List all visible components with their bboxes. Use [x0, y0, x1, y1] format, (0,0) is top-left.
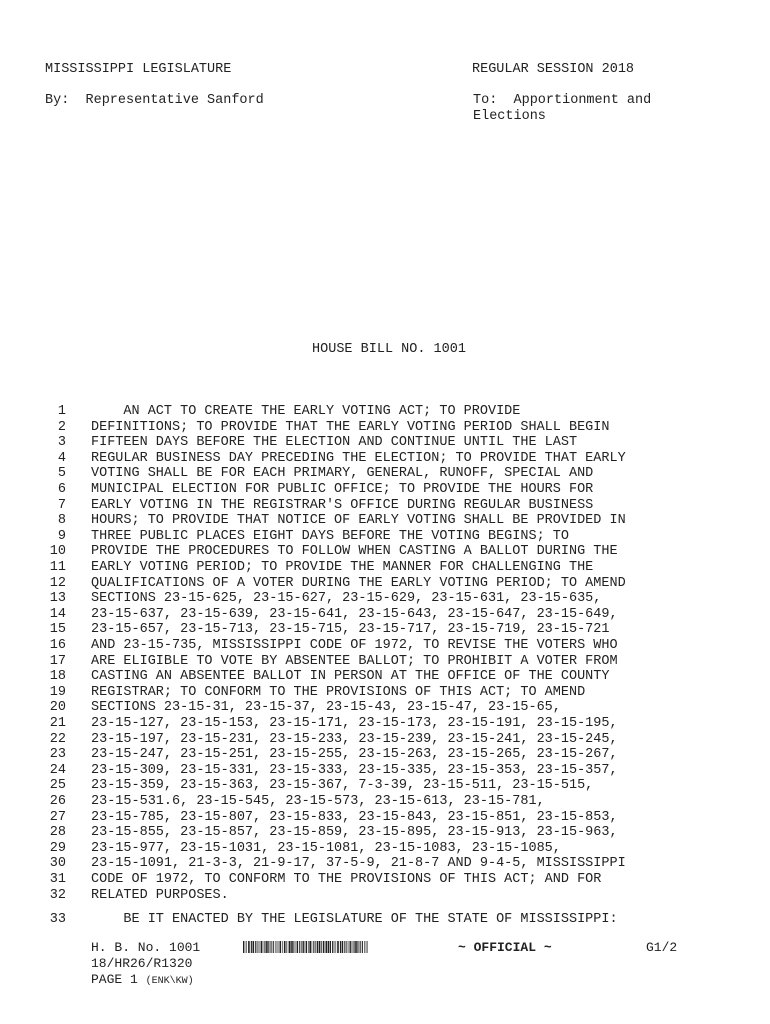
footer-bill-number: H. B. No. 1001 — [91, 940, 201, 955]
line-number: 13 — [49, 591, 66, 607]
legislature-name: MISSISSIPPI LEGISLATURE — [45, 62, 232, 77]
bill-line-text: 23-15-359, 23-15-363, 23-15-367, 7-3-39, 23-15-511, 23-15-515, — [91, 778, 594, 794]
line-number: 9 — [57, 528, 66, 544]
bill-line-text: AN ACT TO CREATE THE EARLY VOTING ACT; TO PROVIDE — [91, 404, 521, 419]
bill-line-text: DEFINITIONS; TO PROVIDE THAT THE EARLY VOTING PERIOD SHALL BEGIN — [91, 419, 610, 435]
bill-line-text: 23-15-977, 23-15-1031, 23-15-1081, 23-15-1083, 23-15-1085, — [91, 840, 561, 856]
session-label: REGULAR SESSION 2018 — [472, 62, 635, 77]
enacting-clause: BE IT ENACTED BY THE LEGISLATURE OF THE STATE OF MISSISSIPPI: — [91, 912, 618, 927]
bill-line-text: PROVIDE THE PROCEDURES TO FOLLOW WHEN CASTING A BALLOT DURING THE — [91, 544, 618, 560]
line-number: 21 — [49, 716, 66, 731]
committee-line-1: To: Apportionment and — [473, 93, 652, 108]
bill-line-text: EARLY VOTING IN THE REGISTRAR'S OFFICE DURING REGULAR BUSINESS — [91, 497, 594, 513]
bill-line-text: REGULAR BUSINESS DAY PRECEDING THE ELECTION; TO PROVIDE THAT EARLY — [91, 450, 626, 466]
bill-line-text: HOURS; TO PROVIDE THAT NOTICE OF EARLY VOTING SHALL BE PROVIDED IN — [91, 513, 626, 529]
line-number: 11 — [49, 560, 66, 575]
bill-line-text: THREE PUBLIC PLACES EIGHT DAYS BEFORE THE VOTING BEGINS; TO — [91, 528, 569, 544]
committee-line-2: Elections — [473, 109, 546, 124]
line-number: 27 — [49, 809, 66, 825]
line-number: 20 — [49, 700, 66, 716]
bill-line-text: 23-15-657, 23-15-713, 23-15-715, 23-15-717, 23-15-719, 23-15-721 — [91, 622, 610, 638]
line-number: 28 — [49, 825, 66, 841]
line-number: 1 — [57, 404, 66, 419]
line-number: 10 — [49, 544, 66, 560]
bill-line-text: 23-15-309, 23-15-331, 23-15-333, 23-15-335, 23-15-353, 23-15-357, — [91, 762, 618, 778]
line-number: 26 — [49, 794, 66, 809]
footer-code: 18/HR26/R1320 — [91, 956, 193, 971]
bill-line-text: CODE OF 1972, TO CONFORM TO THE PROVISIONS OF THIS ACT; AND FOR — [91, 872, 602, 887]
line-number: 17 — [49, 653, 66, 669]
bill-line-text: AND 23-15-735, MISSISSIPPI CODE OF 1972, TO REVISE THE VOTERS WHO — [91, 638, 618, 653]
official-label: ~ OFFICIAL ~ — [458, 940, 552, 955]
line-number: 4 — [57, 450, 66, 466]
bill-title: HOUSE BILL NO. 1001 — [312, 342, 466, 357]
bill-line-text: QUALIFICATIONS OF A VOTER DURING THE EARLY VOTING PERIOD; TO AMEND — [91, 575, 626, 591]
sponsor-line: By: Representative Sanford — [45, 93, 264, 108]
bill-line-text: 23-15-785, 23-15-807, 23-15-833, 23-15-843, 23-15-851, 23-15-853, — [91, 809, 618, 825]
bill-line-text: REGISTRAR; TO CONFORM TO THE PROVISIONS OF THIS ACT; TO AMEND — [91, 684, 586, 700]
line-number: 23 — [49, 747, 66, 763]
page-number: PAGE 1 — [91, 972, 138, 987]
line-number: 29 — [49, 840, 66, 856]
bill-line-text: 23-15-247, 23-15-251, 23-15-255, 23-15-263, 23-15-265, 23-15-267, — [91, 747, 618, 763]
line-number: 24 — [49, 762, 66, 778]
line-number: 5 — [57, 466, 66, 482]
bill-line-text: VOTING SHALL BE FOR EACH PRIMARY, GENERAL, RUNOFF, SPECIAL AND — [91, 466, 594, 482]
line-number: 25 — [49, 778, 66, 794]
line-number: 33 — [49, 912, 66, 927]
line-number: 18 — [49, 669, 66, 685]
bill-line-text: EARLY VOTING PERIOD; TO PROVIDE THE MANNER FOR CHALLENGING THE — [91, 560, 594, 575]
line-number: 12 — [49, 575, 66, 591]
line-number: 32 — [49, 887, 66, 903]
line-number: 30 — [49, 856, 66, 872]
bill-line-text: RELATED PURPOSES. — [91, 887, 229, 903]
line-number: 22 — [49, 731, 66, 747]
line-number: 8 — [57, 513, 66, 529]
bill-line-text: SECTIONS 23-15-31, 23-15-37, 23-15-43, 23-15-47, 23-15-65, — [91, 700, 561, 716]
line-number: 14 — [49, 606, 66, 622]
barcode-image — [243, 941, 368, 953]
bill-line-text: MUNICIPAL ELECTION FOR PUBLIC OFFICE; TO PROVIDE THE HOURS FOR — [91, 482, 594, 497]
bill-line-text: 23-15-197, 23-15-231, 23-15-233, 23-15-239, 23-15-241, 23-15-245, — [91, 731, 618, 747]
line-number: 2 — [57, 419, 66, 435]
bill-line-text: 23-15-637, 23-15-639, 23-15-641, 23-15-643, 23-15-647, 23-15-649, — [91, 606, 618, 622]
bill-line-text: 23-15-1091, 21-3-3, 21-9-17, 37-5-9, 21-8-7 AND 9-4-5, MISSISSIPPI — [91, 856, 626, 872]
bill-line-text: CASTING AN ABSENTEE BALLOT IN PERSON AT THE OFFICE OF THE COUNTY — [91, 669, 610, 685]
line-number: 7 — [57, 497, 66, 513]
line-number: 3 — [57, 435, 66, 451]
bill-line-text: FIFTEEN DAYS BEFORE THE ELECTION AND CONTINUE UNTIL THE LAST — [91, 435, 578, 451]
line-number: 6 — [57, 482, 66, 497]
bill-line-text: 23-15-855, 23-15-857, 23-15-859, 23-15-895, 23-15-913, 23-15-963, — [91, 825, 618, 841]
footer-gpage: G1/2 — [646, 940, 678, 955]
bill-line-text: ARE ELIGIBLE TO VOTE BY ABSENTEE BALLOT; TO PROHIBIT A VOTER FROM — [91, 653, 618, 669]
footer-page — [91, 972, 194, 987]
line-number: 15 — [49, 622, 66, 638]
line-number: 19 — [49, 684, 66, 700]
line-number: 16 — [49, 638, 66, 653]
line-number: 31 — [49, 872, 66, 887]
bill-line-text: SECTIONS 23-15-625, 23-15-627, 23-15-629, 23-15-631, 23-15-635, — [91, 591, 602, 607]
bill-line-text: 23-15-531.6, 23-15-545, 23-15-573, 23-15-613, 23-15-781, — [91, 794, 545, 809]
typist-initials: (ENK\KW) — [145, 976, 194, 987]
bill-line-text: 23-15-127, 23-15-153, 23-15-171, 23-15-173, 23-15-191, 23-15-195, — [91, 716, 618, 731]
